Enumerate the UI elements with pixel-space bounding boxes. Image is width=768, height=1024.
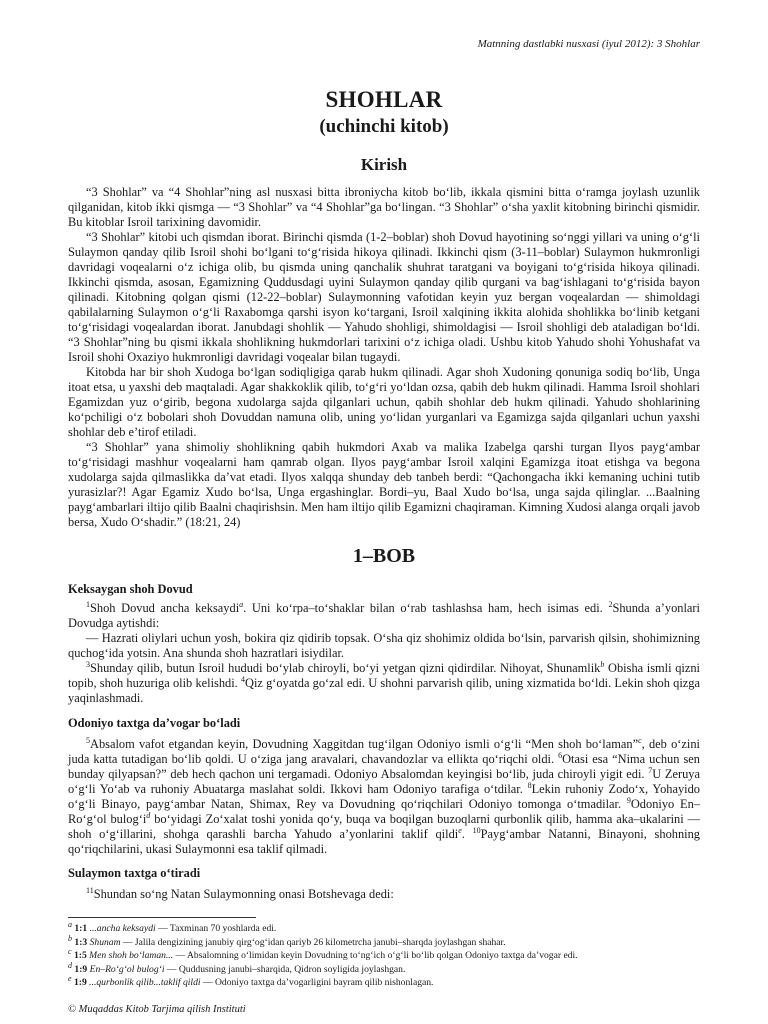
verse-number: 6 <box>558 750 563 760</box>
chapter-heading: 1–BOB <box>352 545 416 567</box>
footnote-phrase: Shunam <box>89 936 121 948</box>
footnote-text: — Jalila dengizining janubiy qirg‘og‘idan qariyb 26 kilometrcha janubi–sharqda joylashgan shahar. <box>120 936 506 948</box>
verse-text: , deb o‘zini juda katta tutadigan bo‘lib qoldi. U o‘ziga jang aravalari, chavandozlar va ellikta qo‘riqchi oldi. <box>68 737 700 766</box>
footnote-text: — Odoniyo taxtga da’vogarligini bayram qilib nishonlagan. <box>200 977 434 988</box>
verse-text: Shoh Dovud ancha keksaydi <box>90 601 240 615</box>
verse-text: Shunda a’yonlari Dovudga aytishdi: <box>68 601 700 630</box>
section-heading: Sulaymon taxtga o‘tiradi <box>68 866 201 880</box>
verse-number: 5 <box>86 735 90 745</box>
footnote-phrase: ...ancha keksaydi <box>89 923 156 934</box>
verse-text: Lekin ruhoniy Zodo‘x, Yohayido o‘g‘li Binayo, payg‘ambar Natan, Shimax, Rey va Dovudning qo‘riqchilari Odoniyo tomonga o‘tmadilar. <box>68 782 700 811</box>
footnote-mark[interactable]: b <box>600 659 605 669</box>
verse-text: . <box>461 827 473 841</box>
intro-paragraph: “3 Shohlar” va “4 Shohlar”ning asl nusxasi bitta ibroniycha kitob bo‘lib, ikkala qismini bitta o‘ramga joylash uzunlik qilganidan, kitob ikki qismga — “3 Shohlar” va “4 Shohlar”ga bo‘lingan. “3 Shohlar” o‘sha yaxlit kitobning birinchi qismidir. Bu kitoblar Isroil tarixining davomidir. <box>68 185 700 229</box>
verse-text: Obisha ismli qizni topib, shoh huzuriga olib kelishdi. <box>68 661 700 690</box>
footnote <box>68 919 700 936</box>
section-heading: Odoniyo taxtga da’vogar bo‘ladi <box>68 716 241 730</box>
footnote-letter: b <box>68 933 72 943</box>
section-heading: Keksaygan shoh Dovud <box>68 582 193 596</box>
verse-text: . Uni ko‘rpa–to‘shaklar bilan o‘rab tashlashsa ham, hech isimas edi. <box>243 601 609 615</box>
verse-text: Absalom vafot etgandan keyin, Dovudning Xaggitdan tug‘ilgan Odoniyo ismli o‘g‘li “Men shoh bo‘laman” <box>90 737 639 751</box>
footnote <box>68 960 700 977</box>
footnote <box>68 933 700 950</box>
verse-text: Qiz g‘oyatda go‘zal edi. U shohni parvarish qilib, uning xizmatida bo‘ldi. Lekin shoh qizga yaqinlashmadi. <box>68 676 700 705</box>
footnote-ref: 1:9 <box>74 963 88 975</box>
book-title: SHOHLAR <box>325 87 443 112</box>
footnote-letter: e <box>68 973 72 983</box>
verse-paragraph <box>68 661 700 706</box>
intro-text <box>68 185 700 530</box>
verse-number: 9 <box>626 795 631 805</box>
verse-paragraph: — Hazrati oliylari uchun yosh, bokira qiz qidirib topsak. O‘sha qiz shohimiz oldida bo‘lsin, parvarish qilsin, shohimizning quchog‘ida yotsin. Ana shunda shoh hazratlari isiydilar. <box>68 631 700 660</box>
footnote-ref: 1:1 <box>74 923 88 934</box>
footnote <box>68 973 700 990</box>
verse-text: Odoniyo En–Ro‘g‘ol bulog‘i <box>68 797 700 826</box>
footnote-ref: 1:9 <box>73 977 87 988</box>
footnote-mark[interactable]: a <box>239 599 244 609</box>
intro-paragraph: Kitobda har bir shoh Xudoga bo‘lgan sodiqligiga qarab hukm qilinadi. Agar shoh Xudoning qonuniga sodiq bo‘lib, Unga itoat etsa, u yaxshi deb maqtaladi. Agar shakkoklik qilib, to‘g‘ri yo‘ldan ozsa, qabih deb hukm qilinadi. Hamma Isroil shohlari Egamizdan yuz o‘girib, begona xudolarga sajda qilganlari uchun, qabih shohlar deb hukm qilinadi. Yahudo shohlarining ko‘pchiligi o‘z bobolari shoh Dovuddan namuna olib, uning yo‘lidan yurganlari va Egamizga sajda qilganlari uchun yaxshi shohlar deb e’tirof etiladi. <box>68 365 700 439</box>
verse-text: Shundan so‘ng Natan Sulaymonning onasi Botshevaga dedi: <box>93 887 394 901</box>
verse-text: Shunday qilib, butun Isroil hududi bo‘ylab chiroyli, bo‘yi yetgan qizni qidirdilar. Nihoyat, Shunamlik <box>90 661 601 675</box>
verse-number: 4 <box>241 674 245 684</box>
footnote-text: — Absalomning o‘limidan keyin Dovudning to‘ng‘ich o‘g‘li bo‘lib qolgan Odoniyo taxtga da’vogar edi. <box>173 950 578 961</box>
footnote-divider <box>68 917 256 918</box>
verse-paragraph <box>68 887 700 902</box>
running-head: Matnning dastlabki nusxasi (iyul 2012): 3 Shohlar <box>477 38 700 50</box>
verse-text: bo‘yidagi Zo‘xalat toshi yonida qo‘y, buqa va boqilgan buzoqlarni qurbonlik qilib, hamma aka–ukalarini — shoh o‘g‘illarini, shohga qarashli barcha Yahudo a’yonlarini taklif qildi <box>68 812 700 841</box>
footnote-mark[interactable]: e <box>458 825 462 835</box>
verse-number: 11 <box>86 885 94 895</box>
section-body <box>68 887 700 902</box>
footnote-text: — Quddusning janubi–sharqida, Qidron soyligida joylashgan. <box>164 963 406 975</box>
footnote-phrase: En–Ro‘g‘ol bulog‘i <box>89 963 165 975</box>
copyright-footer: © Muqaddas Kitob Tarjima qilish Instituti <box>68 1004 246 1015</box>
footnote-letter: a <box>68 919 72 929</box>
verse-paragraph <box>68 737 700 857</box>
verse-number: 1 <box>86 599 90 609</box>
footnote-letter: d <box>68 960 72 970</box>
footnote-text: — Taxminan 70 yoshlarda edi. <box>155 923 277 934</box>
verse-text: U Zeruya o‘g‘li Yo‘ab va ruhoniy Abuatarga maslahat soldi. Ikkovi ham Odoniyo tarafiga o‘tdilar. <box>68 767 700 796</box>
verse-paragraph <box>68 601 700 631</box>
verse-number: 2 <box>608 599 613 609</box>
verse-text: Payg‘ambar Natanni, Binayoni, shohning qo‘riqchilarini, ukasi Sulaymonni esa taklif qilmadi. <box>68 827 700 856</box>
footnote-mark[interactable]: c <box>638 735 642 745</box>
section-body <box>68 737 700 857</box>
footnote-ref: 1:5 <box>73 950 87 961</box>
footnote-letter: c <box>68 946 72 956</box>
footnote <box>68 946 700 963</box>
verse-text: Otasi esa “Nima uchun sen bunday qilyapsan?” deb hech qachon uni tergamadi. Odoniyo Absalomdan keyingisi bo‘lib, juda chiroyli yigit edi. <box>68 752 700 781</box>
footnotes <box>68 919 700 990</box>
intro-paragraph: “3 Shohlar” yana shimoliy shohlikning qabih hukmdori Axab va malika Izabelga qarshi turgan Ilyos payg‘ambar to‘g‘risidagi mashhur voqealarni ham qamrab olgan. Ilyos payg‘ambar Isroil xalqini Egamizga itoat etishga va begona xudolarga sajda qilmaslikka da’vat etadi. Ilyos xalqqa shunday deb tanbeh berdi: “Qachongacha ikki kemaning uchini tutib yurasizlar?! Agar Egamiz Xudo bo‘lsa, Unga ergashinglar. Bordi–yu, Baal Xudo bo‘lsa, unga sajda qilinglar. ...Baalning payg‘ambarlari iltijo qilib Baalni chaqirishsin. Men ham iltijo qilib Egamizni chaqiraman. Kimning Xudosi alanga orqali javob bersa, Xudo O‘shadir.” (18:21, 24) <box>68 440 700 529</box>
verse-number: 8 <box>527 780 532 790</box>
intro-heading: Kirish <box>360 155 408 174</box>
book-subtitle: (uchinchi kitob) <box>319 116 449 137</box>
verse-number: 7 <box>648 765 653 775</box>
verse-number: 3 <box>86 659 90 669</box>
footnote-phrase: Men shoh bo‘laman... <box>89 950 174 961</box>
footnote-ref: 1:3 <box>74 936 88 948</box>
section-body <box>68 601 700 706</box>
footnote-phrase: ...qurbonlik qilib...taklif qildi <box>89 977 201 988</box>
verse-number: 10 <box>472 825 481 835</box>
footnote-mark[interactable]: d <box>146 810 151 820</box>
intro-paragraph: “3 Shohlar” kitobi uch qismdan iborat. Birinchi qismda (1-2–boblar) shoh Dovud hayotining so‘nggi yillari va uning o‘g‘li Sulaymon qanday qilib Isroil shohi bo‘lgani to‘g‘risida hikoya qilinadi. Ikkinchi qism (3-11–boblar) Sulaymon hukmronligi davridagi voqealarni o‘z ichiga olib, bu qismda uning qanchalik shuhrat taratgani va boyigani to‘g‘risida hikoya qilinadi. Ikkinchi qismda, asosan, Egamizning Quddusdagi uyini Sulaymon qanday qilib qurgani va bag‘ishlagani to‘g‘risida bayon qilinadi. Kitobning qolgan qismi (12-22–boblar) Sulaymonning vafotidan keyin yuz bergan voqealardan — shimoldagi qabilalarning Sulaymon o‘g‘li Raxabomga qarshi isyon ko‘targani, Isroil xalqining ikkita alohida shohlikka bo‘linib ketgani to‘g‘risidagi voqealardan iborat. Janubdagi shohlik — Yahudo shohligi, shimoldagisi — Isroil shohligi deb ataladigan bo‘ldi. “3 Shohlar”ning bu qismi ikkala shohlikning hukmdorlari tarixini o‘z ichiga oladi. Ushbu kitob Yahudo shohi Yohushafat va Isroil shohi Oxaziyo hukmronligi davridagi voqealar bilan tugaydi. <box>68 230 700 364</box>
